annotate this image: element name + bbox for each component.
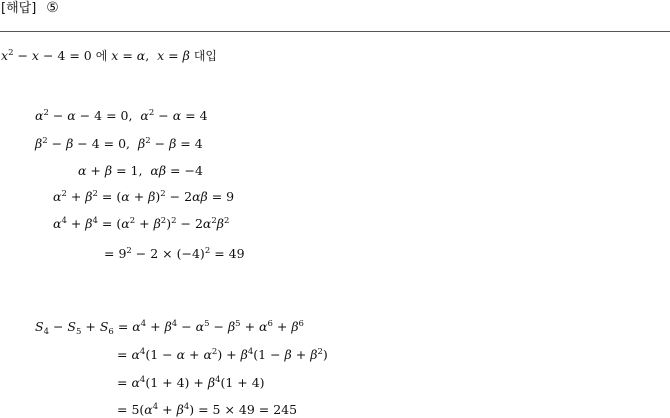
answer-header [1, 0, 59, 17]
equation-fourth-value: = $9^2 - 2 \times (-4)^2 = 49$ [104, 246, 245, 261]
equation-s-substituted: = $\alpha^4(1 + 4) + \beta^4(1 + 4)$ [117, 375, 265, 390]
equation-beta: $\beta^2 - \beta - 4 = 0$, $\beta^2 - \beta = 4$ [35, 136, 203, 151]
equation-vieta: α + β = 1, αβ = −4 [78, 163, 203, 178]
intro-particle: 에 [95, 49, 108, 63]
intro-word: 대입 [193, 49, 218, 63]
intro-line: $x^2 - x - 4 = 0$ 에 x = α, x = β 대입 [1, 48, 218, 63]
answer-choice: ⑤ [46, 0, 59, 16]
equation-square-sum: $\alpha^2 + \beta^2 = (\alpha + \beta)^2 - 2\alpha\beta = 9$ [53, 189, 235, 204]
equation-s-factored: = $\alpha^4(1 - \alpha + \alpha^2) + \beta^4(1 - \beta + \beta^2)$ [117, 347, 328, 362]
equation-fourth-sum: $\alpha^4 + \beta^4 = (\alpha^2 + \beta^2)^2 - 2\alpha^2\beta^2$ [53, 216, 230, 231]
equation-alpha: $\alpha^2 - \alpha - 4 = 0$, $\alpha^2 - \alpha = 4$ [35, 108, 208, 123]
equation-s-result: = $5(\alpha^4 + \beta^4) = 5 \times 49 = 245$ [117, 402, 298, 417]
header-divider [0, 31, 670, 32]
answer-label: [해답] [1, 1, 37, 16]
equation-s-sum: $S_4 - S_5 + S_6 = \alpha^4 + \beta^4 - \alpha^5 - \beta^5 + \alpha^6 + \beta^6$ [35, 319, 304, 337]
